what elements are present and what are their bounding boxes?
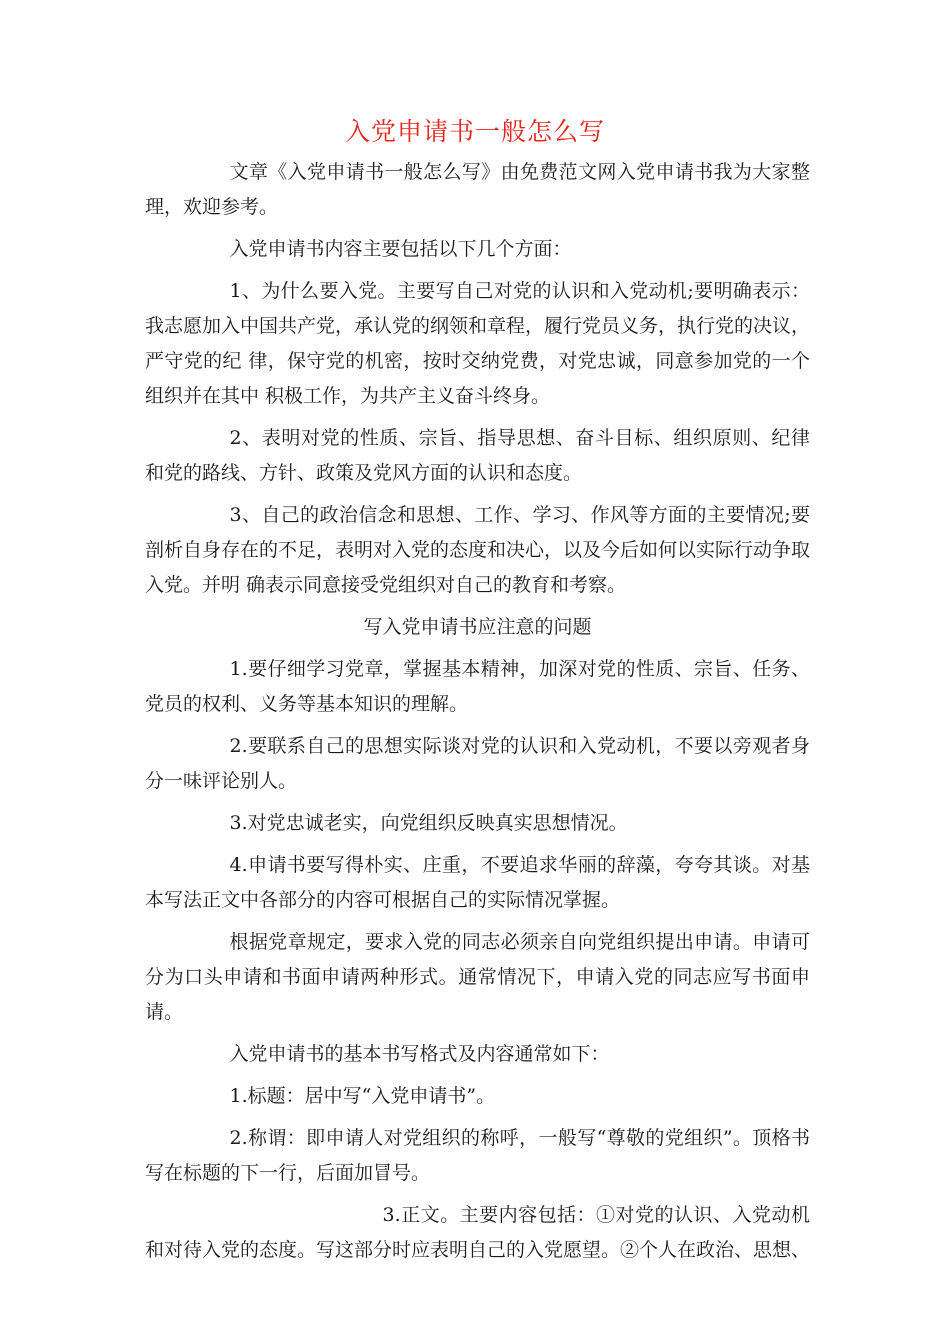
section-heading: 写入党申请书应注意的问题: [363, 616, 592, 638]
paragraph-rules: 根据党章规定，要求入党的同志必须亲自向党组织提出申请。申请可分为口头申请和书面申请两种形式。通常情况下，申请入党的同志应写书面申请。: [145, 931, 810, 1023]
paragraph-intro: 文章《入党申请书一般怎么写》由免费范文网入党申请书我为大家整理，欢迎参考。: [145, 161, 810, 218]
paragraph-point-3: 3、自己的政治信念和思想、工作、学习、作风等方面的主要情况;要剖析自身存在的不足，表明对入党的态度和决心，以及今后如何以实际行动争取入党。并明 确表示同意接受党组织对自己的教育和考察。: [145, 504, 811, 596]
document-title: 入党申请书一般怎么写: [344, 117, 605, 146]
paragraph-point-2: 2、表明对党的性质、宗旨、指导思想、奋斗目标、组织原则、纪律和党的路线、方针、政策及党风方面的认识和态度。: [145, 427, 810, 484]
paragraph-note-4: 4.申请书要写得朴实、庄重，不要追求华丽的辞藻，夸夸其谈。对基本写法正文中各部分的内容可根据自己的实际情况掌握。: [145, 854, 810, 911]
paragraph-format-1: 1.标题：居中写“入党申请书”。: [229, 1085, 496, 1107]
paragraph-note-3: 3.对党忠诚老实，向党组织反映真实思想情况。: [229, 812, 628, 834]
paragraph-format-2: 2.称谓：即申请人对党组织的称呼，一般写“尊敬的党组织”。顶格书写在标题的下一行，后面加冒号。: [145, 1127, 810, 1184]
paragraph-format-heading: 入党申请书的基本书写格式及内容通常如下：: [229, 1043, 610, 1065]
paragraph-format-3: 3.正文。主要内容包括：①对党的认识、入党动机和对待入党的态度。写这部分时应表明自己的入党愿望。②个人在政治、思想、: [145, 1204, 811, 1261]
paragraph-note-2: 2.要联系自己的思想实际谈对党的认识和入党动机，不要以旁观者身分一味评论别人。: [145, 735, 810, 792]
paragraph-note-1: 1.要仔细学习党章，掌握基本精神，加深对党的性质、宗旨、任务、党员的权利、义务等基本知识的理解。: [145, 658, 810, 715]
paragraph-contents-heading: 入党申请书内容主要包括以下几个方面：: [229, 238, 572, 260]
paragraph-point-1: 1、为什么要入党。主要写自己对党的认识和入党动机;要明确表示：我志愿加入中国共产党，承认党的纲领和章程，履行党员义务，执行党的决议，严守党的纪 律，保守党的机密，按时交纳党费，对党忠诚，同意参加党的一个组织并在其中 积极工作，为共产主义奋斗终身。: [145, 280, 811, 407]
document-body: [145, 155, 810, 1275]
